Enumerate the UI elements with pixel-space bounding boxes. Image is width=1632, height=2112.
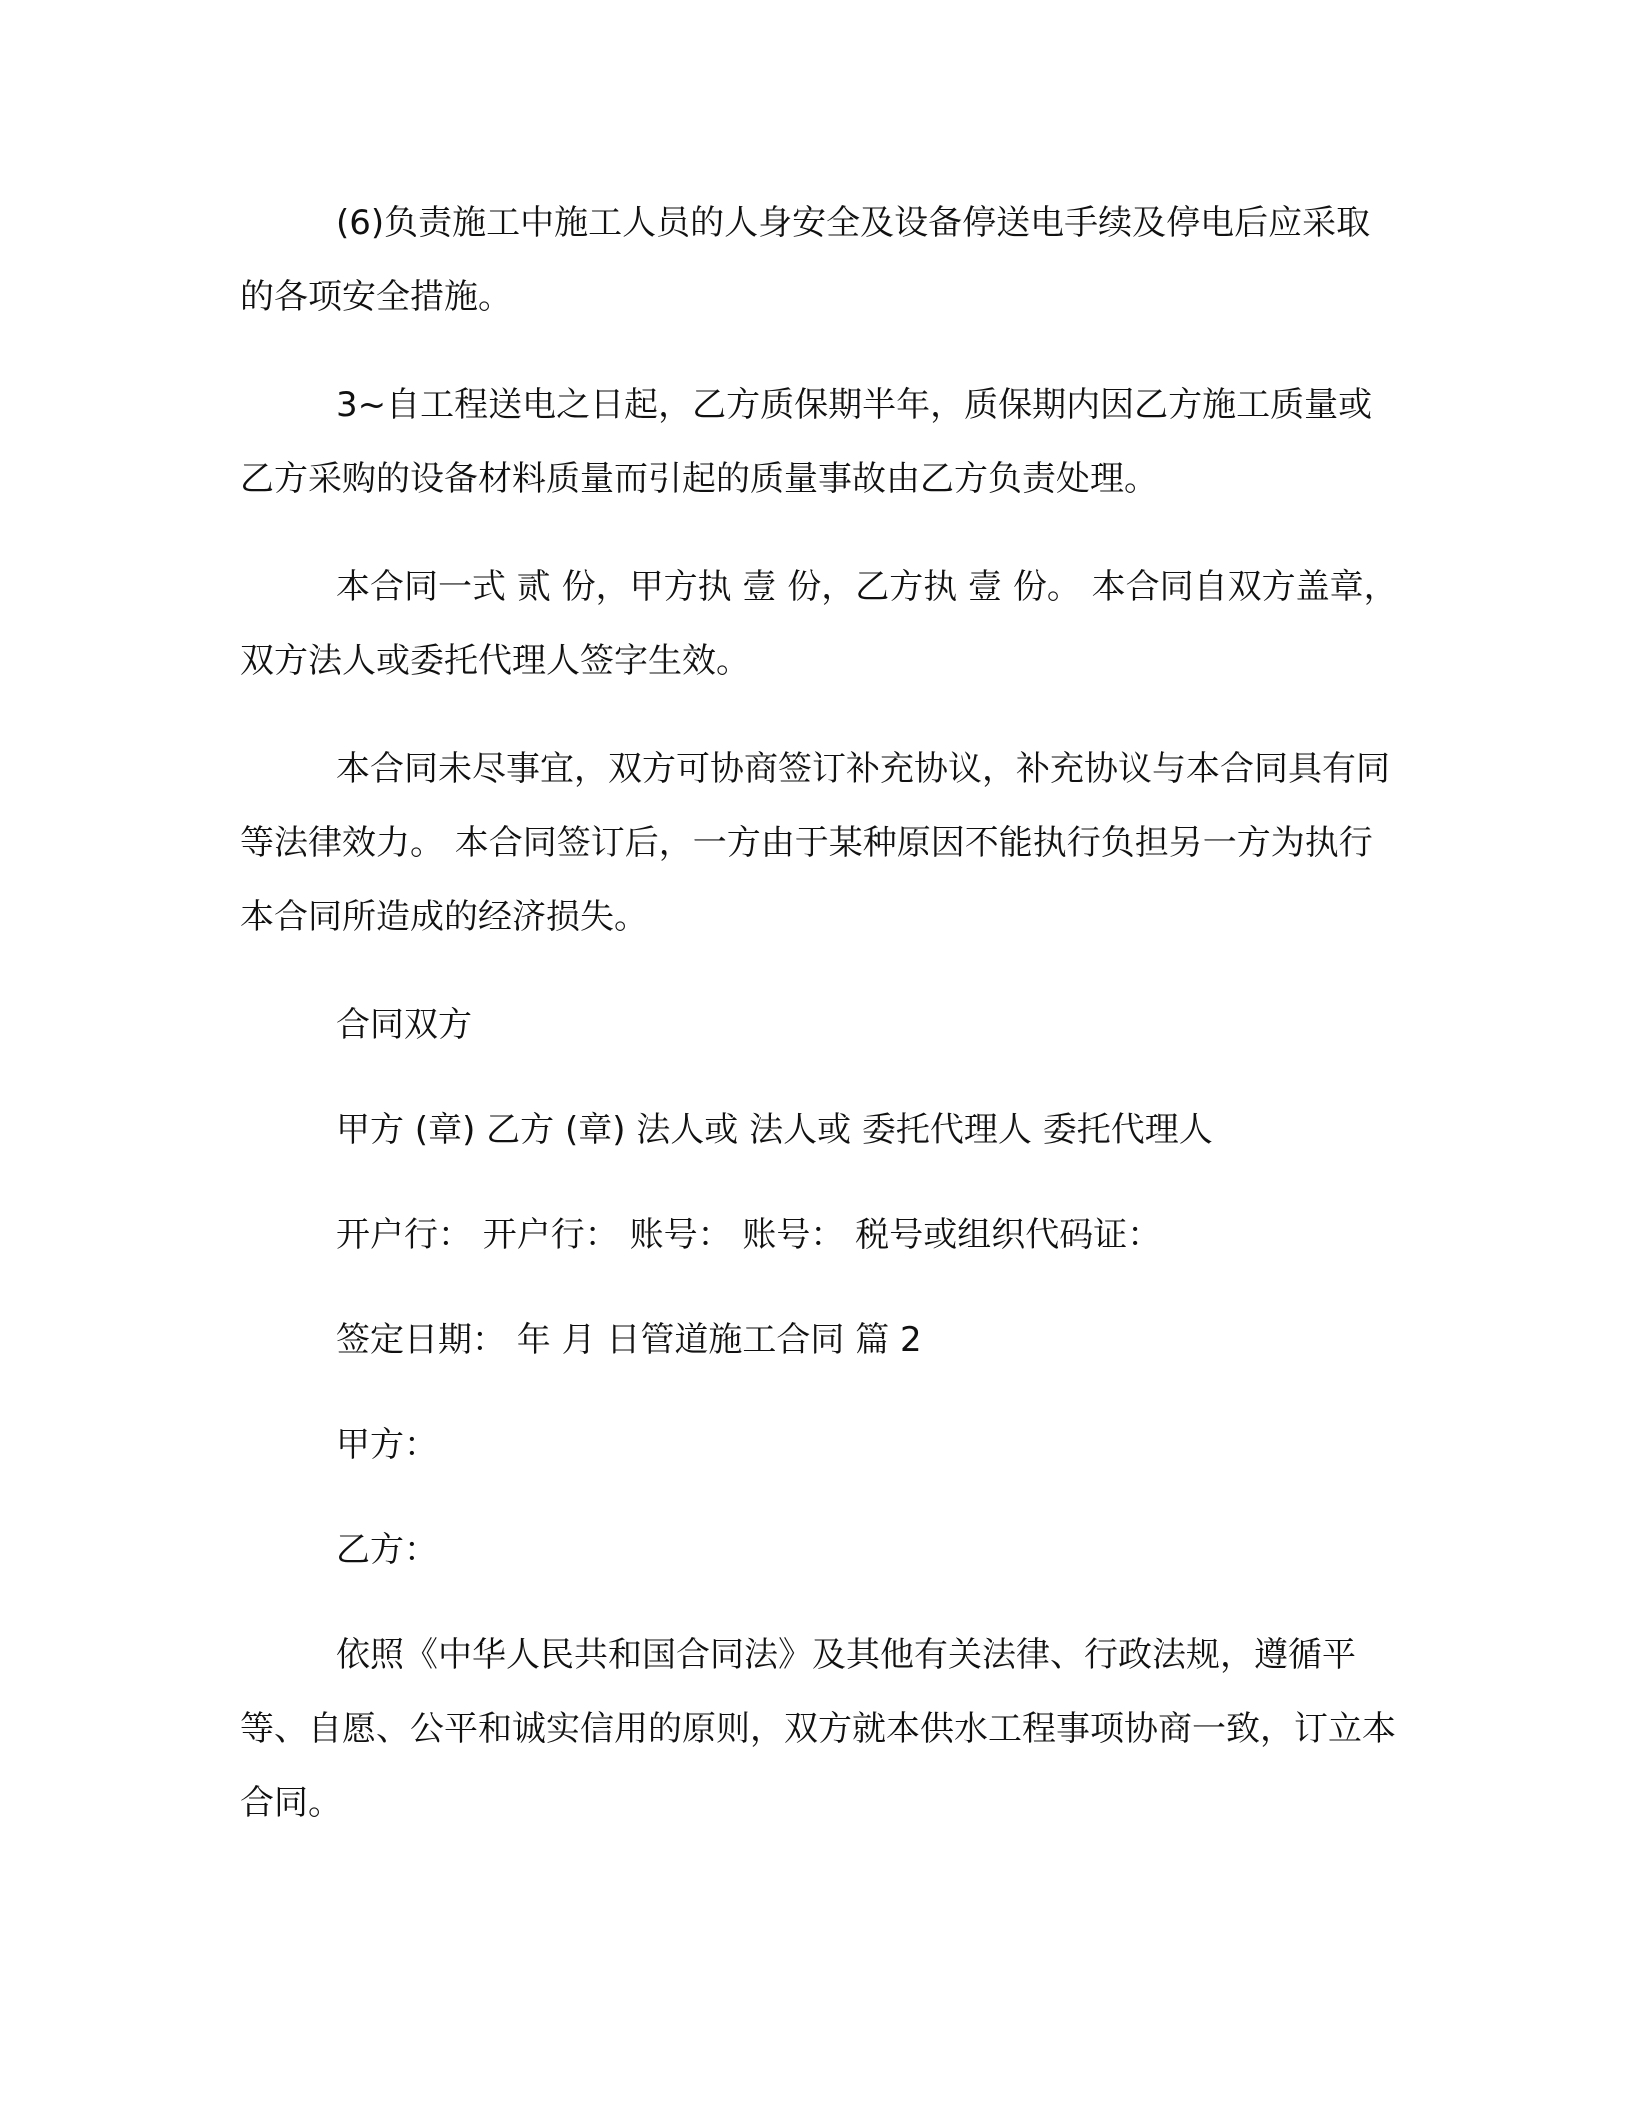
contract-intro: 依照《中华人民共和国合同法》及其他有关法律、行政法规，遵循平等、自愿、公平和诚实信用的原则，双方就本供水工程事项协商一致，订立本合同。 — [240, 1635, 1396, 1823]
clause-copies-effect: 本合同一式 贰 份，甲方执 壹 份，乙方执 壹 份。 本合同自双方盖章，双方法人或委托代理人签字生效。 — [240, 567, 1398, 681]
document-body — [240, 186, 1400, 1874]
parties-heading: 合同双方 — [336, 1005, 472, 1045]
clause-warranty: 3~自工程送电之日起，乙方质保期半年，质保期内因乙方施工质量或乙方采购的设备材料质量而引起的质量事故由乙方负责处理。 — [240, 385, 1373, 499]
sign-date-line: 签定日期： 年 月 日管道施工合同 篇 2 — [336, 1320, 922, 1360]
clause-supplementary: 本合同未尽事宜，双方可协商签订补充协议，补充协议与本合同具有同等法律效力。 本合同签订后，一方由于某种原因不能执行负担另一方为执行本合同所造成的经济损失。 — [240, 749, 1390, 937]
party-b-label: 乙方： — [336, 1530, 438, 1570]
signature-line: 甲方 (章) 乙方 (章) 法人或 法人或 委托代理人 委托代理人 — [336, 1110, 1213, 1150]
bank-info-line: 开户行： 开户行： 账号： 账号： 税号或组织代码证： — [336, 1215, 1162, 1255]
party-a-label: 甲方： — [336, 1425, 438, 1465]
clause-safety-measures: (6)负责施工中施工人员的人身安全及设备停送电手续及停电后应采取的各项安全措施。 — [240, 203, 1371, 317]
